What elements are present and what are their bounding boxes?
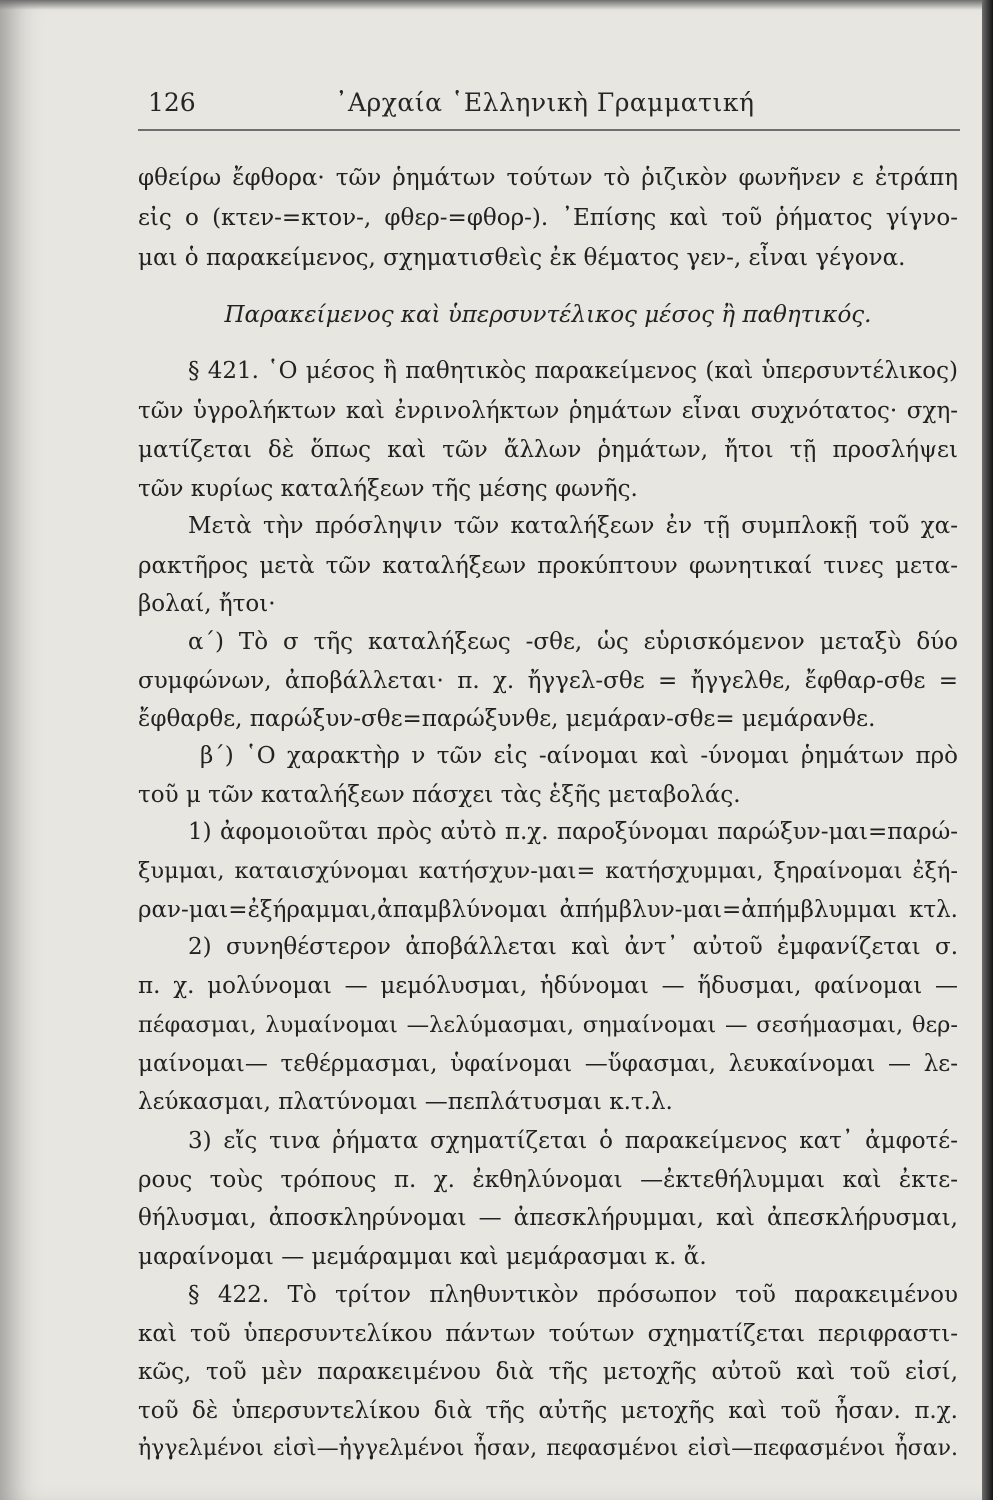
text-line: ἔφθαρθε, παρώξυν-σθε=παρώξυνθε, μεμάραν-σθε= μεμάρανθε. <box>138 706 876 732</box>
text-line: ρακτῆρος μετὰ τῶν καταλήξεων προκύπτουν φωνητικαί τινες μετα- <box>138 553 958 579</box>
subitem-1-first-line: 1) ἀφομοιοῦται πρὸς αὐτὸ π.χ. παροξύνομαι παρώξυν-μαι=παρώ- <box>188 819 958 845</box>
page-right-edge <box>982 0 993 1500</box>
text-line: ραν-μαι=ἐξήραμμαι,ἀπαμβλύνομαι ἀπήμβλυν-μαι=ἀπήμβλυμμαι κτλ. <box>138 897 958 923</box>
text-line: ρους τοὺς τρόπους π. χ. ἐκθηλύνομαι —ἐκτεθήλυμμαι καὶ ἐκτε- <box>138 1167 958 1193</box>
text-line: συμφώνων, ἀποβάλλεται· π. χ. ἤγγελ-σθε = ἤγγελθε, ἔφθαρ-σθε = <box>138 668 958 694</box>
text-line: τοῦ μ τῶν καταλήξεων πάσχει τὰς ἑξῆς μεταβολάς. <box>138 782 741 808</box>
text-line: μαραίνομαι — μεμάραμμαι καὶ μεμάρασμαι κ. ἄ. <box>138 1244 707 1270</box>
text-line: ματίζεται δὲ ὅπως καὶ τῶν ἄλλων ῥημάτων, ἤτοι τῇ προσλήψει <box>138 437 958 463</box>
page-top-edge <box>0 0 982 10</box>
item-beta-first-line: β΄) ῾Ο χαρακτὴρ ν τῶν εἰς -αίνομαι καὶ -ύνομαι ῥημάτων πρὸ <box>200 743 958 769</box>
text-line: καὶ τοῦ ὑπερσυντελίκου πάντων τούτων σχηματίζεται περιφραστι- <box>138 1321 958 1347</box>
text-line: τῶν ὑγρολήκτων καὶ ἐνρινολήκτων ῥημάτων εἶναι συχνότατος· σχη- <box>138 398 958 424</box>
text-line: μαίνομαι— τεθέρμασμαι, ὑφαίνομαι —ὕφασμαι, λευκαίνομαι — λε- <box>138 1051 958 1077</box>
paragraph-422-first-line: § 422. Τὸ τρίτον πληθυντικὸν πρόσωπον τοῦ παρακειμένου <box>188 1282 958 1308</box>
subitem-3-first-line: 3) εἴς τινα ῥήματα σχηματίζεται ὁ παρακείμενος κατ᾿ ἀμφοτέ- <box>188 1128 958 1154</box>
text-line: τοῦ δὲ ὑπερσυντελίκου διὰ τῆς αὐτῆς μετοχῆς καὶ τοῦ ἦσαν. π.χ. <box>138 1398 958 1424</box>
text-line: π. χ. μολύνομαι — μεμόλυσμαι, ἡδύνομαι — ἥδυσμαι, φαίνομαι — <box>138 973 958 999</box>
paragraph-421-first-line: § 421. ῾Ο μέσος ἢ παθητικὸς παρακείμενος (καὶ ὑπερσυντέλικος) <box>188 358 958 384</box>
text-line: πέφασμαι, λυμαίνομαι —λελύμασμαι, σημαίνομαι — σεσήμασμαι, θερ- <box>138 1012 958 1038</box>
page-number: 126 <box>148 88 196 117</box>
running-title: ᾿Αρχαία ῾Ελληνικὴ Γραμματική <box>335 88 755 117</box>
header-rule <box>138 129 960 131</box>
section-heading: Παρακείμενος καὶ ὑπερσυντέλικος μέσος ἢ παθητικός. <box>224 302 872 328</box>
text-line: ἠγγελμένοι εἰσὶ—ἠγγελμένοι ἦσαν, πεφασμένοι εἰσὶ—πεφασμένοι ἦσαν. <box>138 1436 958 1461</box>
text-line: κῶς, τοῦ μὲν παρακειμένου διὰ τῆς μετοχῆς αὐτοῦ καὶ τοῦ εἰσί, <box>138 1359 958 1385</box>
text-line: ξυμμαι, καταισχύνομαι κατήσχυν-μαι= κατήσχυμμαι, ξηραίνομαι ἐξή- <box>138 858 958 884</box>
text-line: τῶν κυρίως καταλήξεων τῆς μέσης φωνῆς. <box>138 476 638 502</box>
text-line: λεύκασμαι, πλατύνομαι —πεπλάτυσμαι κ.τ.λ. <box>138 1089 673 1115</box>
text-line: εἰς ο (κτεν-=κτον-, φθερ-=φθορ-). ᾿Επίσης καὶ τοῦ ῥήματος γίγνο- <box>138 205 958 231</box>
text-line: φθείρω ἔφθορα· τῶν ῥημάτων τούτων τὸ ῥιζικὸν φωνῆνεν ε ἐτράπη <box>138 165 958 191</box>
item-alpha-first-line: α΄) Τὸ σ τῆς καταλήξεως -σθε, ὡς εὑρισκόμενον μεταξὺ δύο <box>188 629 958 655</box>
text-line: μαι ὁ παρακείμενος, σχηματισθεὶς ἐκ θέματος γεν-, εἶναι γέγονα. <box>138 245 906 271</box>
text-line: θήλυσμαι, ἀποσκληρύνομαι — ἀπεσκλήρυμμαι, καὶ ἀπεσκλήρυσμαι, <box>138 1205 958 1231</box>
text-line: βολαί, ἤτοι· <box>138 591 276 617</box>
running-header <box>148 88 958 124</box>
subitem-2-first-line: 2) συνηθέστερον ἀποβάλλεται καὶ ἀντ᾿ αὐτοῦ ἐμφανίζεται σ. <box>188 934 958 960</box>
paragraph-first-line: Μετὰ τὴν πρόσληψιν τῶν καταλήξεων ἐν τῇ συμπλοκῇ τοῦ χα- <box>188 513 958 539</box>
